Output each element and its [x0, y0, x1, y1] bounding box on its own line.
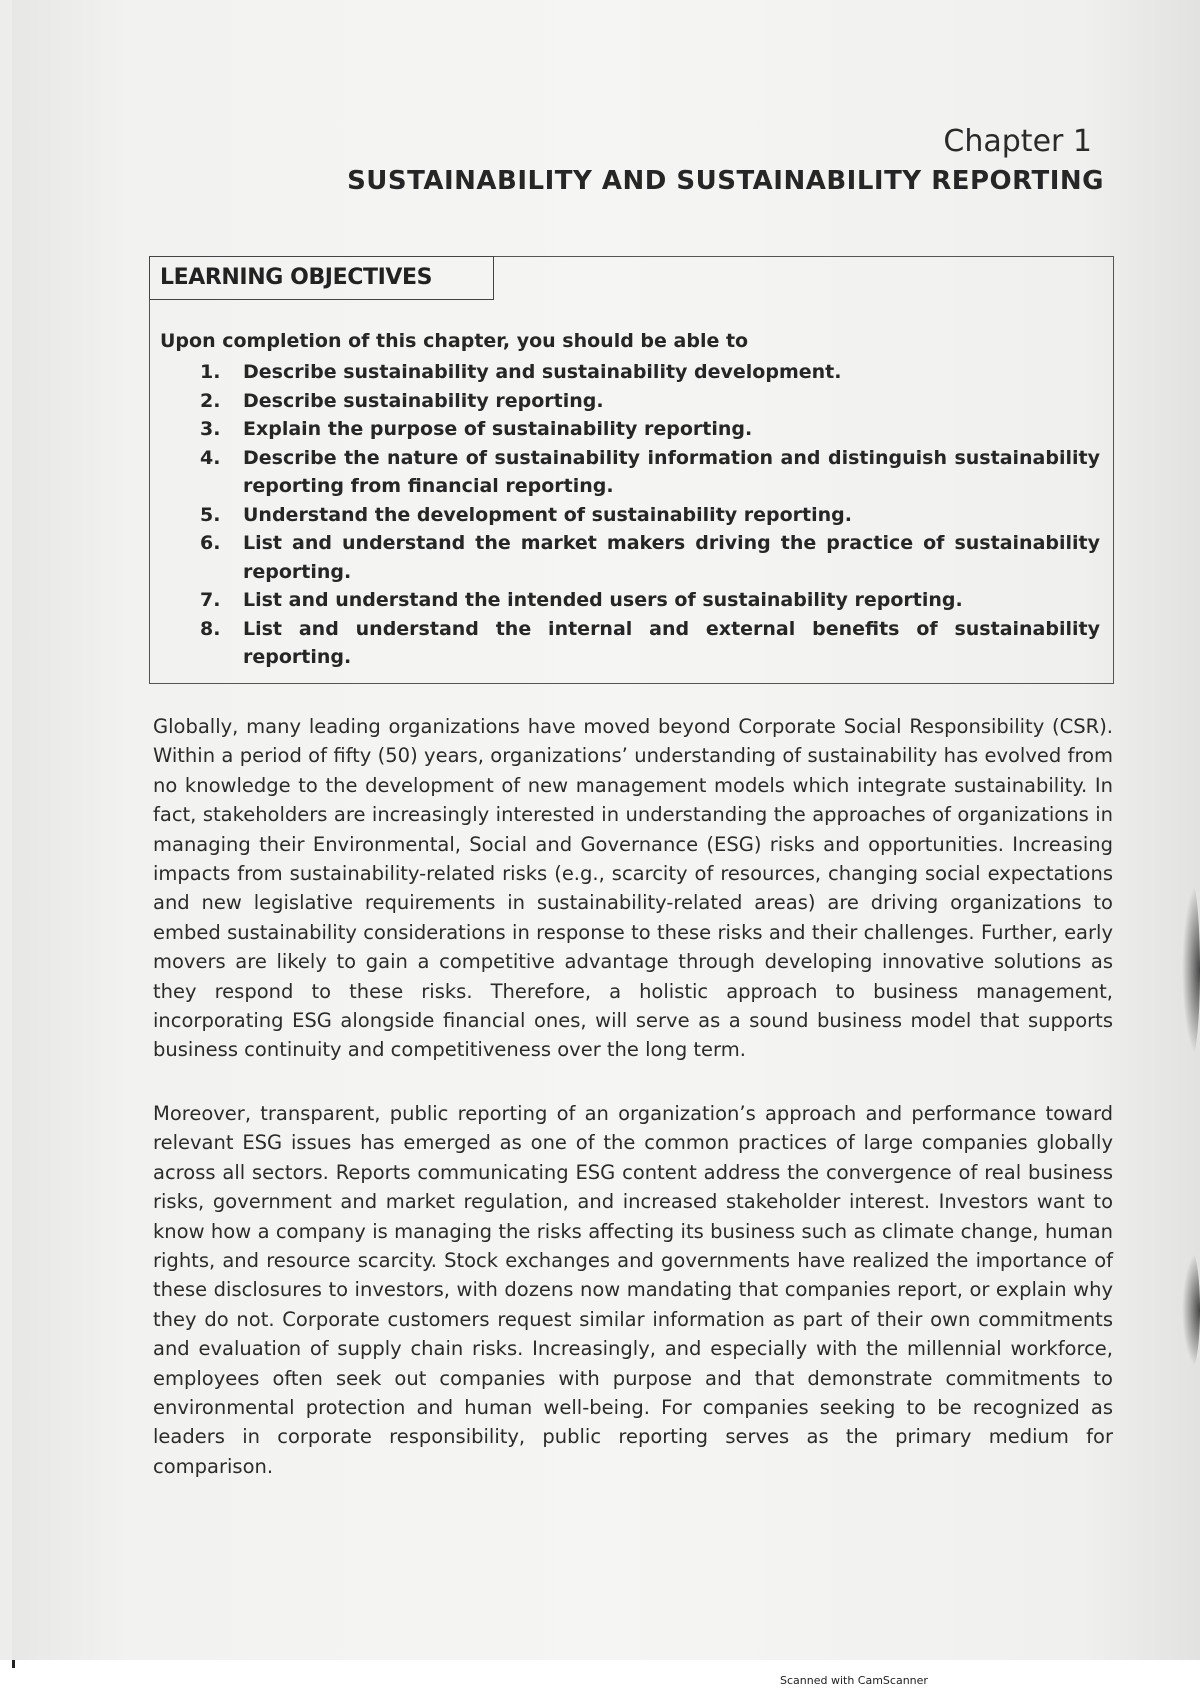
chapter-title: SUSTAINABILITY AND SUSTAINABILITY REPORTING [347, 166, 1104, 196]
crop-mark [12, 1660, 15, 1668]
learning-objectives-list [200, 358, 1100, 672]
objective-number: 4. [200, 446, 221, 469]
objective-item [200, 387, 1100, 416]
scanner-watermark: Scanned with CamScanner [780, 1674, 928, 1687]
document-page [12, 0, 1200, 1660]
objective-number: 6. [200, 532, 221, 554]
objective-item [200, 501, 1100, 530]
objective-text: Describe the nature of sustainability information and distinguish sustainability reporting from financial reporting. [243, 446, 1100, 497]
objective-item [200, 529, 1100, 586]
objective-item [200, 444, 1100, 501]
binding-shadow [1182, 1250, 1200, 1370]
learning-objectives-heading: LEARNING OBJECTIVES [149, 256, 494, 300]
body-paragraph-2: Moreover, transparent, public reporting of an organization’s approach and performance toward relevant ESG issues has emerged as one of the common practices of large companies globally across all sectors. Reports communicating ESG content address the convergence of real business risks, government and market regulation, and increased stakeholder interest. Investors want to know how a company is managing the risks affecting its business such as climate change, human rights, and resource scarcity. Stock exchanges and governments have realized the importance of these disclosures to investors, with dozens now mandating that companies report, or explain why they do not. Corporate customers request similar information as part of their own commitments and evaluation of supply chain risks. Increasingly, and especially with the millennial workforce, employees often seek out companies with purpose and that demonstrate commitments to environmental protection and human well-being. For companies seeking to be recognized as leaders in corporate responsibility, public reporting serves as the primary medium for comparison. [153, 1102, 1113, 1478]
objective-text: Describe sustainability reporting. [243, 389, 604, 412]
objective-number: 1. [200, 361, 221, 383]
body-paragraph-1: Globally, many leading organizations have moved beyond Corporate Social Responsibility (CSR). Within a period of fifty (50) years, organizations’ understanding of sustainability has evolved from no knowledge to the development of new management models which integrate sustainability. In fact, stakeholders are increasingly interested in understanding the approaches of organizations in managing their Environmental, Social and Governance (ESG) risks and opportunities. Increasing impacts from sustainability-related risks (e.g., scarcity of resources, changing social expectations and new legislative requirements in sustainability-related areas) are driving organizations to embed sustainability considerations in response to these risks and their challenges. Further, early movers are likely to gain a competitive advantage through developing innovative solutions as they respond to these risks. Therefore, a holistic approach to business management, incorporating ESG alongside financial ones, will serve as a sound business model that supports business continuity and competitiveness over the long term. [153, 715, 1113, 1062]
objective-item [200, 586, 1100, 615]
objective-number: 7. [200, 589, 221, 611]
learning-objectives-intro: Upon completion of this chapter, you should be able to [160, 330, 749, 352]
objective-number: 8. [200, 617, 221, 640]
learning-objectives-box [149, 256, 1114, 684]
binding-shadow [1182, 880, 1200, 1060]
objective-text: Explain the purpose of sustainability reporting. [243, 418, 753, 440]
objective-item [200, 415, 1100, 444]
objective-item [200, 615, 1100, 672]
objective-item [200, 358, 1100, 387]
objective-number: 2. [200, 389, 221, 412]
objective-text: Understand the development of sustainability reporting. [243, 503, 852, 526]
objective-number: 5. [200, 503, 221, 526]
objective-number: 3. [200, 418, 221, 440]
scan-footer [0, 1660, 1200, 1698]
objective-text: List and understand the intended users of sustainability reporting. [243, 589, 963, 611]
objective-text: List and understand the internal and external benefits of sustainability reporting. [243, 617, 1100, 668]
objective-text: Describe sustainability and sustainability development. [243, 361, 842, 383]
objective-text: List and understand the market makers driving the practice of sustainability reporting. [243, 532, 1100, 583]
chapter-number: Chapter 1 [943, 124, 1092, 159]
